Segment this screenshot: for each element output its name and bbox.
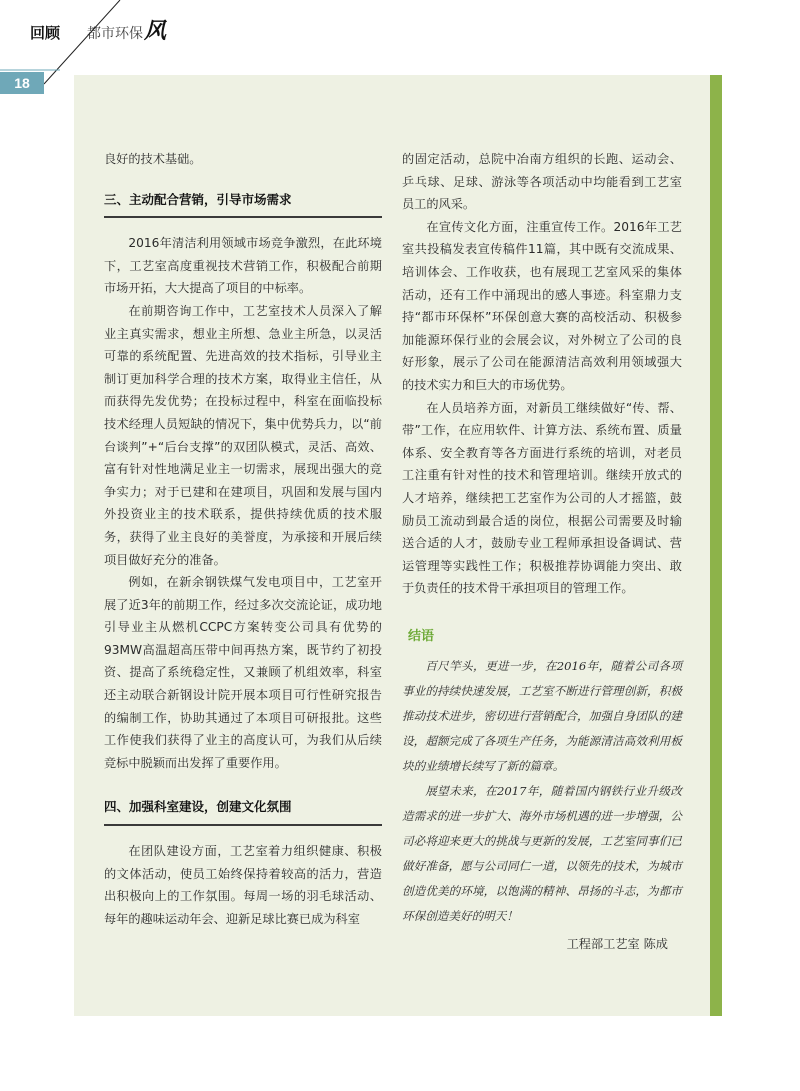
accent-bar	[710, 75, 722, 1016]
paragraph: 在宣传文化方面，注重宣传工作。2016年工艺室共投稿发表宣传稿件11篇，其中既有交流成果、培训体会、工作收获，也有展现工艺室风采的集体活动，还有工作中涌现出的感人事迹。科室鼎力支持“都市环保杯”环保创意大赛的高校活动、积极参加能源环保行业的会展会议，对外树立了公司的良好形象，展示了公司在能源清洁高效利用领域强大的技术实力和巨大的市场优势。	[402, 219, 682, 392]
conclusion	[402, 654, 682, 929]
magazine-logo: 风	[144, 18, 167, 44]
paragraph: 在前期咨询工作中，工艺室技术人员深入了解业主真实需求，想业主所想、急业主所急，以灵活可靠的系统配置、先进高效的技术指标，引导业主制订更加科学合理的技术方案，取得业主信任，从而获得先发优势；在投标过程中，科室在面临投标技术经理人员短缺的情况下，集中优势兵力，以“前台谈判”+“后台支撑”的双团队模式，灵活、高效、富有针对性地满足业主一切需求，展现出强大的竞争实力；对于已建和在建项目，巩固和发展与国内外投资业主的技术联系，提供持续优质的技术服务，获得了业主良好的美誉度，为承接和开展后续项目做好充分的准备。	[104, 303, 382, 567]
paragraph: 在团队建设方面，工艺室着力组织健康、积极的文体活动，使员工始终保持着较高的活力，营造出积极向上的工作氛围。每周一场的羽毛球活动、每年的趣味运动年会、迎新足球比赛已成为科室	[104, 844, 382, 926]
section-heading-4: 四、加强科室建设，创建文化氛围	[104, 788, 382, 826]
section-label: 回顾	[30, 24, 61, 42]
section-heading-3: 三、主动配合营销，引导市场需求	[104, 181, 382, 219]
paragraph: 在人员培养方面，对新员工继续做好“传、帮、带”工作，在应用软件、计算方法、系统布置、质量体系、安全教育等各方面进行系统的培训，对老员工注重有针对性的技术和管理培训。继续开放式的人才培养，继续把工艺室作为公司的人才摇篮，鼓励员工流动到最合适的岗位，根据公司需要及时输送合适的人才，鼓励专业工程师承担设备调试、营运管理等实践性工作；积极推荐协调能力突出、敢于负责任的技术骨干承担项目的管理工作。	[402, 400, 682, 596]
conclusion-title: 结语	[408, 628, 435, 644]
conclusion-paragraph: 展望未来，在2017年，随着国内钢铁行业升级改造需求的进一步扩大、海外市场机遇的进一步增强，公司必将迎来更大的挑战与更新的发展，工艺室同事们已做好准备，愿与公司同仁一道，以领先的技术，为城市创造优美的环境，以饱满的精神、昂扬的斗志，为都市环保创造美好的明天！	[402, 784, 682, 924]
right-column	[402, 148, 682, 956]
paragraph: 的固定活动，总院中冶南方组织的长跑、运动会、乒乓球、足球、游泳等各项活动中均能看到工艺室员工的风采。	[402, 152, 682, 212]
page-number: 18	[0, 72, 44, 94]
left-column	[104, 148, 382, 930]
paragraph: 例如，在新余钢铁煤气发电项目中，工艺室开展了近3年的前期工作，经过多次交流论证，成功地引导业主从燃机CCPC方案转变公司具有优势的93MW高温超高压带中间再热方案，既节约了初投资、提高了系统稳定性，又兼顾了机组效率，科室还主动联合新钢设计院开展本项目可行性研究报告的编制工作，协助其通过了本项目可研报批。这些工作使我们获得了业主的高度认可，为我们从后续竞标中脱颖而出发挥了重要作用。	[104, 575, 382, 770]
paragraph: 良好的技术基础。	[104, 152, 202, 166]
magazine-name: 都市环保	[87, 26, 143, 42]
paragraph: 2016年清洁利用领域市场竞争激烈，在此环境下，工艺室高度重视技术营销工作，积极配合前期市场开拓，大大提高了项目的中标率。	[104, 236, 382, 296]
author-signature: 工程部工艺室 陈成	[566, 937, 668, 952]
conclusion-paragraph: 百尺竿头，更进一步，在2016年，随着公司各项事业的持续快速发展，工艺室不断进行管理创新，积极推动技术进步，密切进行营销配合，加强自身团队的建设，超额完成了各项生产任务，为能源清洁高效利用板块的业绩增长续写了新的篇章。	[402, 659, 682, 774]
